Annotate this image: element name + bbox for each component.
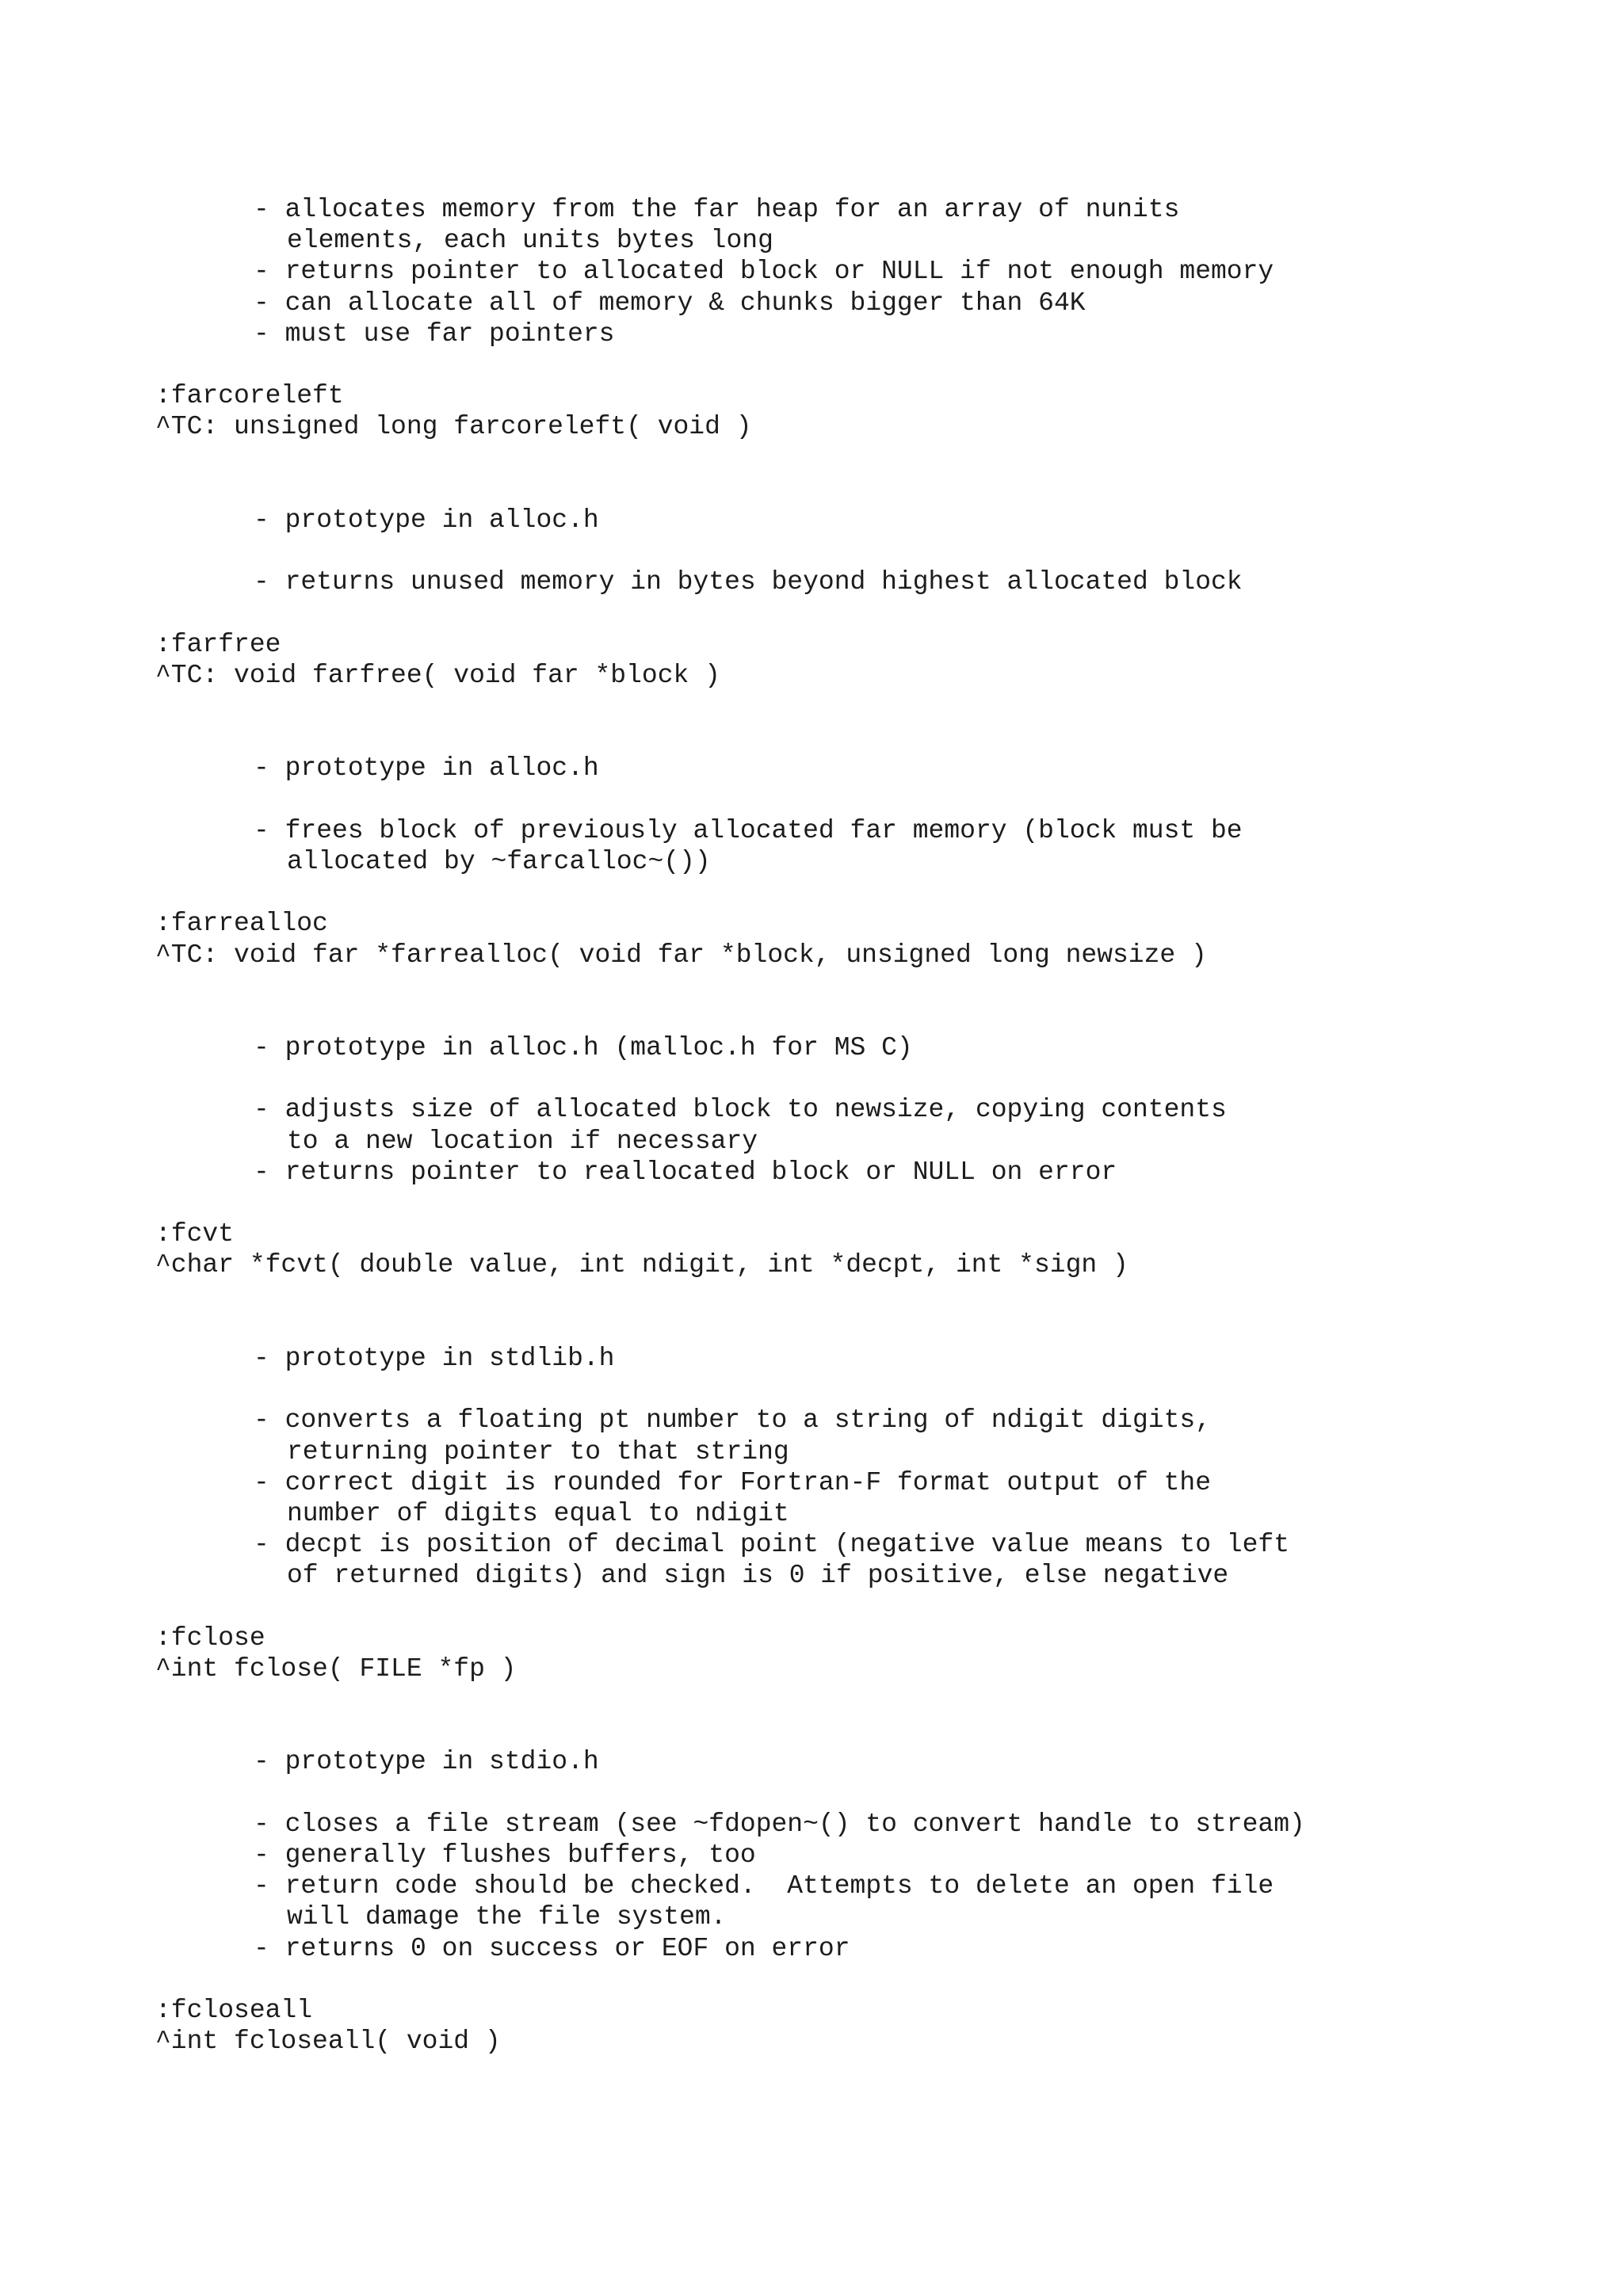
continuation-line: allocated by ~farcalloc~()) — [287, 846, 711, 876]
function-signature: ^char *fcvt( double value, int ndigit, int *decpt, int *sign ) — [155, 1250, 1128, 1280]
entry-name: :farrealloc — [155, 909, 328, 939]
blank-line — [155, 691, 1305, 722]
continuation-line: returning pointer to that string — [287, 1436, 789, 1466]
blank-line — [155, 971, 1305, 1001]
function-signature: ^int fcloseall( void ) — [155, 2027, 501, 2057]
blank-line — [155, 1312, 1305, 1343]
continuation-line: of returned digits) and sign is 0 if positive, else negative — [287, 1561, 1229, 1591]
blank-line — [155, 1001, 1305, 1032]
bullet-line: - prototype in alloc.h — [254, 753, 599, 784]
blank-line — [155, 443, 1305, 474]
continuation-line: number of digits equal to ndigit — [287, 1498, 789, 1528]
bullet-line: - returns pointer to reallocated block or NULL on error — [254, 1157, 1117, 1187]
bullet-line: - frees block of previously allocated far memory (block must be — [254, 815, 1243, 845]
continuation-line: will damage the file system. — [287, 1902, 727, 1932]
blank-line — [155, 1684, 1305, 1715]
entry-name: :fclose — [155, 1623, 265, 1653]
bullet-line: - prototype in alloc.h (malloc.h for MS C) — [254, 1033, 913, 1063]
bullet-line: - returns 0 on success or EOF on error — [254, 1933, 850, 1963]
function-signature: ^TC: unsigned long farcoreleft( void ) — [155, 412, 752, 442]
bullet-line: - adjusts size of allocated block to newsize, copying contents — [254, 1095, 1227, 1125]
entry-name: :farcoreleft — [155, 381, 344, 411]
document-body — [155, 194, 1305, 2057]
blank-line — [155, 1715, 1305, 1746]
blank-line — [155, 722, 1305, 753]
entry-name: :fcvt — [155, 1219, 235, 1249]
function-signature: ^TC: void far *farrealloc( void far *block, unsigned long newsize ) — [155, 940, 1207, 970]
bullet-line: - allocates memory from the far heap for an array of nunits — [254, 195, 1180, 224]
bullet-line: - returns pointer to allocated block or NULL if not enough memory — [254, 257, 1274, 287]
function-signature: ^int fclose( FILE *fp ) — [155, 1653, 517, 1684]
blank-line — [155, 1964, 1305, 1995]
entry-name: :farfree — [155, 629, 281, 659]
bullet-line: - must use far pointers — [254, 318, 615, 349]
bullet-line: - prototype in alloc.h — [254, 505, 599, 535]
bullet-line: - prototype in stdio.h — [254, 1747, 599, 1777]
blank-line — [155, 1063, 1305, 1094]
blank-line — [155, 1188, 1305, 1219]
blank-line — [155, 1374, 1305, 1405]
blank-line — [155, 349, 1305, 380]
blank-line — [155, 1778, 1305, 1809]
bullet-line: - prototype in stdlib.h — [254, 1343, 615, 1373]
continuation-line: to a new location if necessary — [287, 1126, 758, 1156]
function-signature: ^TC: void farfree( void far *block ) — [155, 660, 720, 690]
bullet-line: - converts a floating pt number to a string of ndigit digits, — [254, 1405, 1211, 1436]
bullet-line: - closes a file stream (see ~fdopen~() to convert handle to stream) — [254, 1809, 1305, 1839]
continuation-line: elements, each units bytes long — [287, 226, 773, 256]
bullet-line: - generally flushes buffers, too — [254, 1840, 756, 1870]
entry-name: :fcloseall — [155, 1995, 313, 2025]
bullet-line: - returns unused memory in bytes beyond highest allocated block — [254, 567, 1243, 597]
blank-line — [155, 877, 1305, 908]
blank-line — [155, 474, 1305, 505]
bullet-line: - return code should be checked. Attempts to delete an open file — [254, 1871, 1274, 1901]
blank-line — [155, 536, 1305, 566]
blank-line — [155, 1591, 1305, 1622]
blank-line — [155, 784, 1305, 815]
bullet-line: - can allocate all of memory & chunks bigger than 64K — [254, 288, 1086, 318]
bullet-line: - decpt is position of decimal point (negative value means to left — [254, 1530, 1290, 1560]
blank-line — [155, 1281, 1305, 1312]
blank-line — [155, 597, 1305, 628]
bullet-line: - correct digit is rounded for Fortran-F format output of the — [254, 1467, 1211, 1497]
